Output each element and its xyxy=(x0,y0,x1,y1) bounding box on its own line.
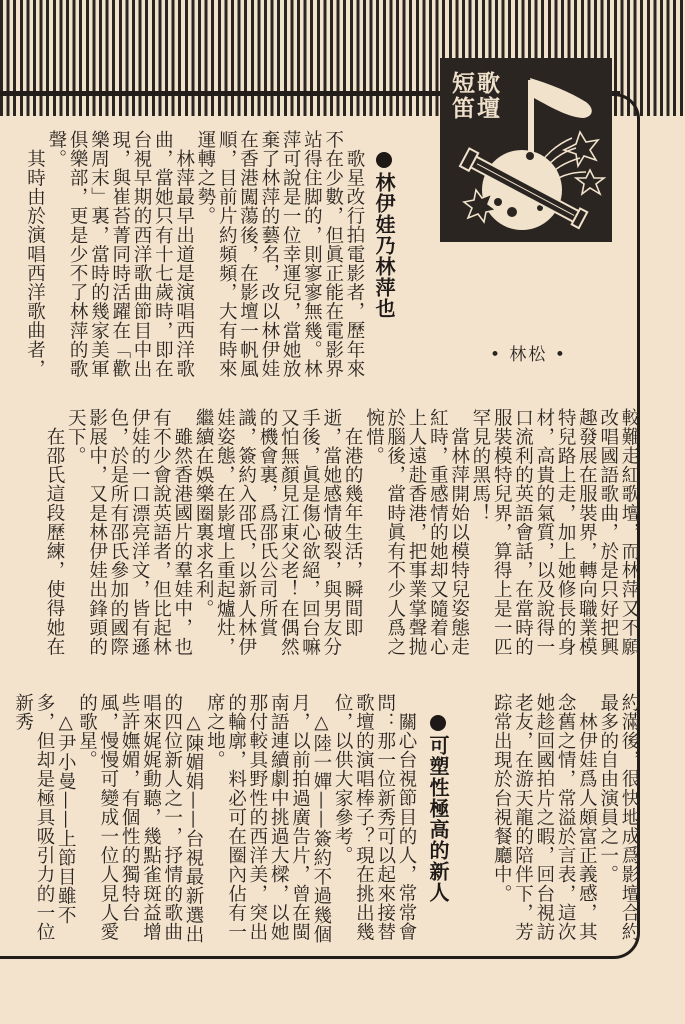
section-heading-1-text: 林伊娃乃林萍也 xyxy=(372,172,396,319)
column-title xyxy=(452,72,502,122)
paragraph: 關心台視節目的人，常常會問：那一位新秀可以起來接替歌壇的演唱棒子？現在挑出幾位，以供大家參考。 xyxy=(332,693,417,942)
paragraph: 較難走紅歌壇，而林萍又不願改唱國語歌曲，於是只好把興趣發展在服裝界，轉向職業模特兒路上走，加上她修長的身材，高貴的氣質，以及說得一口流利的英語會話，在當時的服裝模特兒界，算得上是一匹罕見的黑馬！ xyxy=(469,408,640,657)
paragraph: 當林萍開始以模特兒姿態走紅時，重感情的她却又隨着心上人遠赴香港，把事業掌聲抛於腦後，當時眞有不少人爲之惋惜。 xyxy=(363,408,470,657)
bullet-icon xyxy=(430,715,446,731)
paragraph: 雖然香港國片的羣娃中，也有不少會說英語者，但比起林伊娃的一口漂亮洋文，皆有遜色，於是所有邵氏參加的國際影展中，又是林伊娃出鋒頭的天下。 xyxy=(65,408,193,657)
column-logo xyxy=(440,58,612,242)
paragraph: 林伊娃爲人頗富正義感，其念舊之情，常溢於言表，這次她趁回國拍片之暇，回台視訪老友，在游天龍的陪伴下，芳踪常出現於台視餐廳中。 xyxy=(491,693,598,942)
author-byline: • 林松 • xyxy=(490,345,567,365)
paragraph: △尹小曼——上節目雖不多，但却是極具吸引力的一位新秀 xyxy=(12,693,77,942)
section-heading-1 xyxy=(370,152,399,352)
section-heading-2-text: 可塑性極高的新人 xyxy=(426,735,450,903)
text-band-2 xyxy=(30,408,640,664)
paragraph: 在邵氏這段歷練，使得她在 xyxy=(43,426,65,656)
text-band-3-left xyxy=(12,693,417,949)
paragraph: 歌星改行拍電影者，歷年來不在少數，但眞正能在電影界站得住脚的，則寥寥無幾。林萍可說是一位幸運兒，當她放棄了林萍的藝名，改以林伊娃在香港闖蕩後，在影壇一帆風順，目前片約頻頻，大有時來運轉之勢。 xyxy=(194,130,365,379)
paragraph: △陳媚娟——台視最新選出的四位新人之一，抒情的歌曲唱來娓娓動聽，幾點雀斑益增些許嫵媚，有個性的獨特台風，慢慢可變成一位人見人愛的歌星。 xyxy=(76,693,205,944)
column-title-line-1: 短歌 xyxy=(452,71,502,97)
paragraph: 在港的幾年生活，瞬間即逝，當她感情破裂，與男友分手後，眞是傷心欲絕，回台嘛又怕無顏見江東父老！在偶然的機會裏，爲邵氏公司所賞識，簽約入邵氏，以新人林伊娃姿態，在影壇上重起爐灶，繼續在娛樂圈裏求名利。 xyxy=(193,408,364,657)
paragraph: 約滿後，很快地成爲影壇合約最多的自由演員之一。 xyxy=(597,693,640,942)
bullet-icon xyxy=(376,152,392,168)
paragraph: 林萍最早出道是演唱西洋歌曲，當她只有十七歲時，即在台視早期的西洋歌曲節目中出現，與崔苔菁同時活躍在「歡樂周末」裏，當時的幾家美軍俱樂部，更是少不了林萍的歌聲。 xyxy=(45,130,195,379)
paragraph: 其時由於演唱西洋歌曲者， xyxy=(24,148,46,378)
column-title-line-2: 笛壇 xyxy=(452,96,502,122)
text-band-1 xyxy=(24,130,365,382)
paragraph: △陸一嬋——簽約不過幾個月，以前拍過廣告片，曾在閩南語連續劇中挑過大樑，以她那付較具野性的西洋美，突出的輪廓，料必可在圈內佔有一席之地。 xyxy=(204,693,332,944)
section-heading-2 xyxy=(424,715,453,915)
text-band-3-right xyxy=(455,693,640,949)
